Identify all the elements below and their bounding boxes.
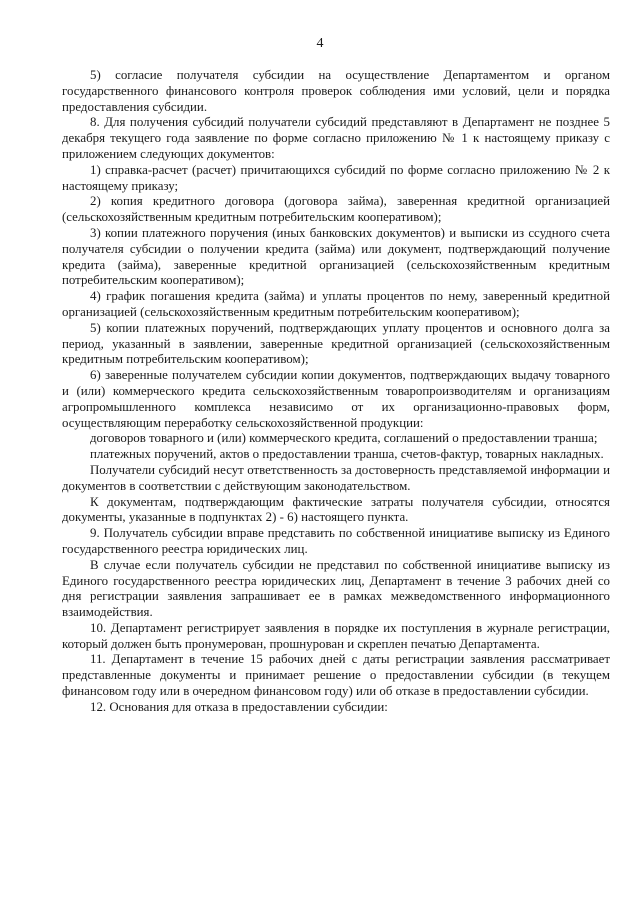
paragraph: 5) копии платежных поручений, подтверждающих уплату процентов и основного долга за период, указанный в заявлении, заверенные кредитной организацией (сельскохозяйственным кредитным потребительским кооперативом);	[62, 320, 610, 367]
paragraph: 1) справка-расчет (расчет) причитающихся субсидий по форме согласно приложению № 2 к настоящему приказу;	[62, 162, 610, 193]
paragraph: 10. Департамент регистрирует заявления в порядке их поступления в журнале регистрации, который должен быть пронумерован, прошнурован и скреплен печатью Департамента.	[62, 620, 610, 651]
paragraph: К документам, подтверждающим фактические затраты получателя субсидии, относятся документы, указанные в подпунктах 2) - 6) настоящего пункта.	[62, 494, 610, 525]
paragraph: 6) заверенные получателем субсидии копии документов, подтверждающих выдачу товарного и (или) коммерческого кредита сельскохозяйственным товаропроизводителям и организациям агропромышленного комплекса независимо от их организационно-правовых форм, осуществляющим переработку сельскохозяйственной продукции:	[62, 368, 610, 430]
paragraph: 5) согласие получателя субсидии на осуществление Департаментом и органом государственного финансового контроля проверок соблюдения ими условий, цели и порядка предоставления субсидии.	[62, 68, 610, 114]
paragraph: 11. Департамент в течение 15 рабочих дней с даты регистрации заявления рассматривает представленные документы и принимает решение о предоставлении субсидии (в текущем финансовом году или в очередном финансовом году) или об отказе в предоставлении субсидии.	[62, 652, 610, 699]
paragraph: В случае если получатель субсидии не представил по собственной инициативе выписку из Единого государственного реестра юридических лиц, Департамент в течение 3 рабочих дней со дня регистрации заявления запрашивает ее в рамках межведомственного информационного взаимодействия.	[62, 557, 610, 620]
paragraph: 8. Для получения субсидий получатели субсидий представляют в Департамент не позднее 5 декабря текущего года заявление по форме согласно приложению № 1 к настоящему приказу с приложением следующих документов:	[62, 115, 610, 161]
paragraph: платежных поручений, актов о предоставлении транша, счетов-фактур, товарных накладных.	[90, 447, 604, 462]
paragraph: 12. Основания для отказа в предоставлении субсидии:	[90, 699, 388, 714]
paragraph: договоров товарного и (или) коммерческого кредита, соглашений о предоставлении транша;	[90, 431, 598, 446]
paragraph: 4) график погашения кредита (займа) и уплаты процентов по нему, заверенный кредитной организацией (сельскохозяйственным кредитным потребительским кооперативом);	[62, 289, 610, 319]
paragraph: Получатели субсидий несут ответственность за достоверность представляемой информации и документов в соответствии с действующим законодательством.	[62, 462, 610, 493]
paragraph: 9. Получатель субсидии вправе представить по собственной инициативе выписку из Единого государственного реестра юридических лиц.	[62, 526, 610, 556]
paragraph: 3) копии платежного поручения (иных банковских документов) и выписки из ссудного счета получателя субсидии о получении кредита (займа) или документ, подтверждающий получение кредита (займа), заверенные кредитной организацией (сельскохозяйственным кредитным потребительским кооперативом);	[62, 225, 610, 288]
page-number: 4	[316, 36, 324, 51]
document-body	[62, 68, 610, 716]
paragraph: 2) копия кредитного договора (договора займа), заверенная кредитной организацией (сельскохозяйственным кредитным потребительским кооперативом);	[62, 194, 610, 225]
